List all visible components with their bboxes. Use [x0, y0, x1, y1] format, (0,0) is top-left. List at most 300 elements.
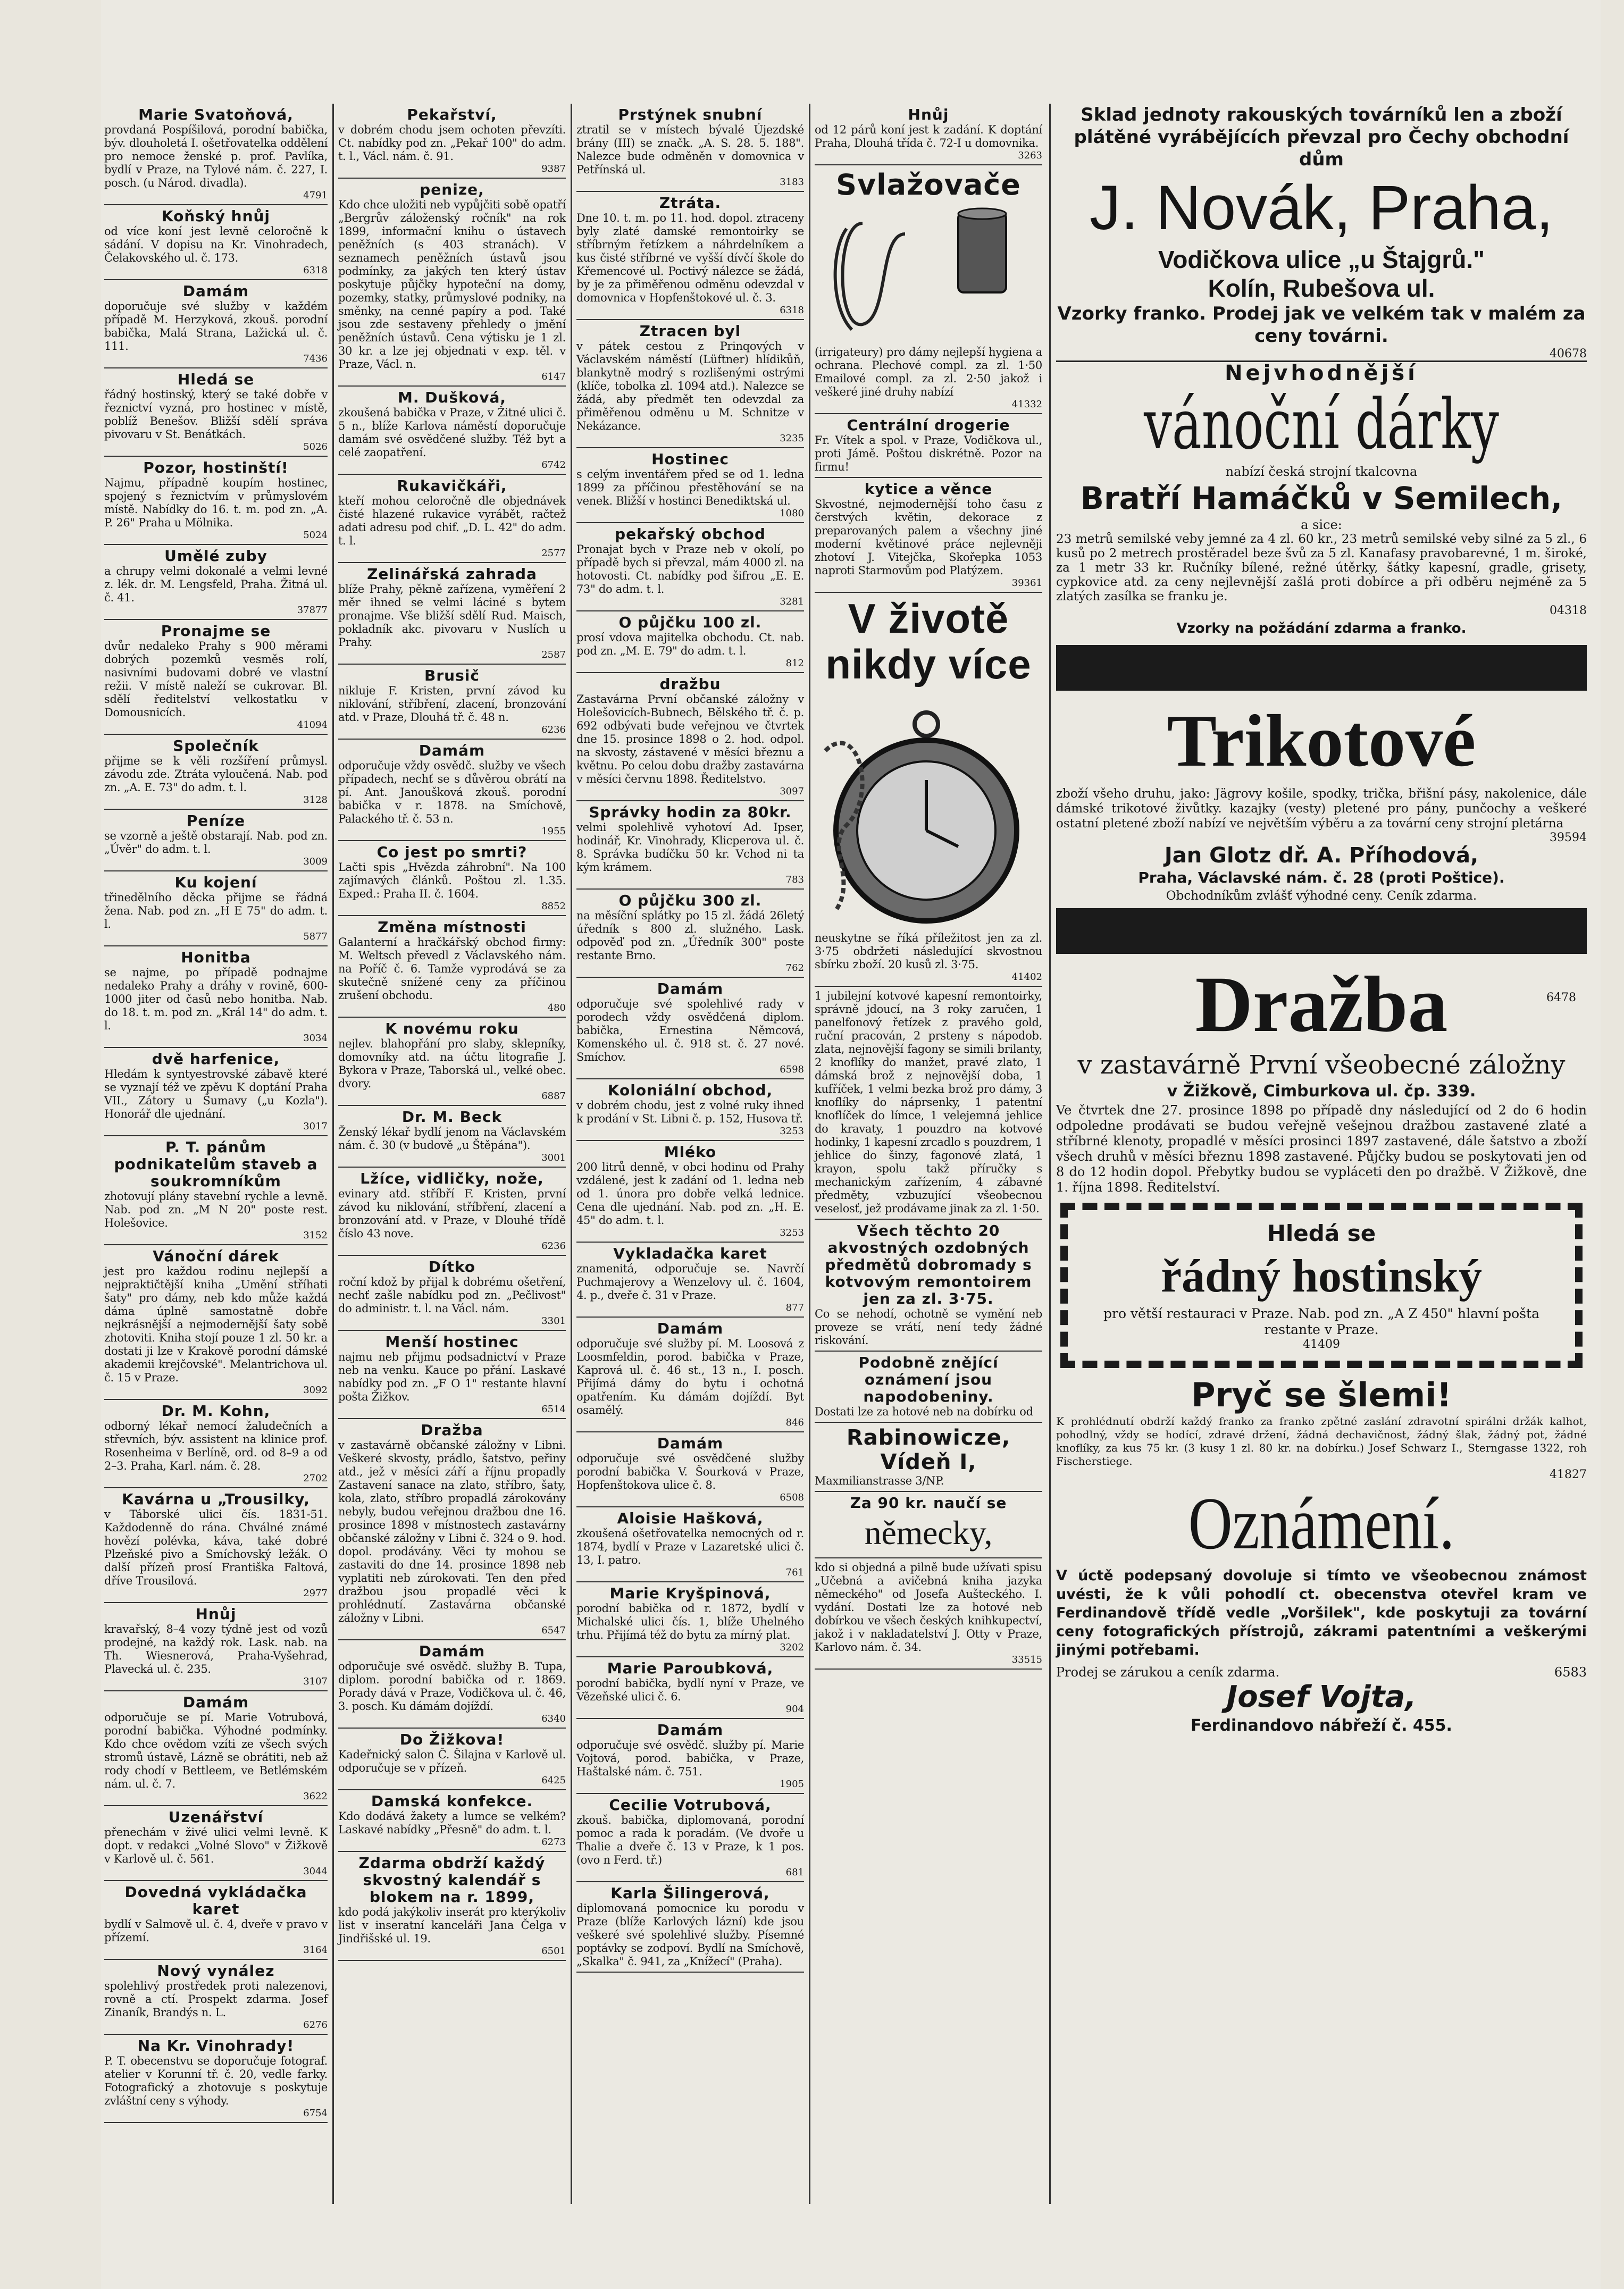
classified-ad: [815, 414, 1042, 478]
classified-ad: [576, 1719, 804, 1794]
ad-body: nikluje F. Kristen, první závod ku niklování, stříbření, zlacení, bronzování atd. v Praze, Dlouhá tř. č. 48 n.: [338, 684, 566, 724]
ad-number: 2702: [303, 1473, 328, 1484]
ad-heading: Koloniální obchod,: [607, 1081, 773, 1099]
classified-ad: [104, 810, 328, 871]
ad-body: zkoušená babička v Praze, v Žitné ulici č. 5 n., blíže Karlova náměstí doporučuje damám své osvědčené služby. Též byt a celé zaopatření.: [338, 406, 566, 459]
ad-body: prosí vdova majitelka obchodu. Ct. nab. pod zn. „M. E. 79" do adm. t. l.: [576, 631, 804, 657]
ad-heading: Koňský hnůj: [161, 207, 271, 225]
ad-heading: Ztráta.: [659, 194, 722, 212]
bratri-hamacku-title: Bratří Hamáčků v Semilech,: [1080, 480, 1563, 516]
ad-number: 3235: [780, 433, 804, 444]
ad-heading: Vánoční dárek: [153, 1247, 279, 1265]
ad-number: 6742: [541, 459, 566, 471]
ad-number: 3152: [303, 1230, 328, 1241]
ad-heading: Honitba: [181, 949, 251, 966]
ad-body: Zastavárna První občanské záložny v Holešovicích-Bubnech, Bělského tř. č. p. 692 odbývati bude veřejnou ve čtvrtek dne 15. prosince 1898 o 2. hod. odpol. na skvosty, zástavené v měsíci březnu a květnu. Po celou dobu dražby zastavárna v měsíci červnu 1898. Ředitelstvo.: [576, 693, 804, 785]
column-rule: [809, 104, 810, 2204]
ad-body: s celým inventářem před se od 1. ledna 1899 za příčinou přestěhování se na venek. Bližší v hostinci Benediktská ul.: [576, 468, 804, 507]
ad-number: 5024: [303, 530, 328, 541]
ad-heading: Změna místnosti: [378, 918, 526, 936]
ad-body: od 12 párů koní jest k zadání. K doptání Praha, Dlouhá třída č. 72-I u domovnika.: [815, 123, 1042, 149]
ad-body: německy,: [864, 1514, 993, 1552]
ad-number: 5026: [303, 441, 328, 452]
classified-ad: [338, 1018, 566, 1106]
ad-body: se vzorně a ještě obstarají. Nab. pod zn. „Úvěr" do adm. t. l.: [104, 829, 328, 856]
classified-ad: [576, 890, 804, 978]
black-banner: [1056, 645, 1587, 691]
ad-heading: Zelinářská zahrada: [367, 565, 537, 583]
ad-number: 3044: [303, 1866, 328, 1877]
ad-body: porodní babička, bydlí nyní v Praze, ve Vězeňské ulici č. 6.: [576, 1677, 804, 1703]
classified-ad: [104, 1603, 328, 1691]
ad-heading: Pronajme se: [161, 622, 271, 640]
ad-body: Co se nehodí, ochotně se vymění neb proveze se vrátí, není tedy žádné riskování.: [815, 1307, 1042, 1347]
ad-heading: O půjčku 100 zl.: [618, 614, 762, 631]
pocket-watch-illustration: [815, 687, 1042, 932]
drazba-body: Ve čtvrtek dne 27. prosince 1898 po případě dny následující od 2 do 6 hodin odpoledne prodávati se budou veřejně vešejnou dražbou zastavené zlaté a stříbrné klenoty, propadlé v měsíci prosinci 1897 zastavené, dále šatstvo a zboží všech druhů v měsíci březnu 1898 zastavené. Půjčky budou se poskytovati jen od 8 do 12 hodin dopol. Přebytky budou se vypláceti den po dražbě. V Žižkově, dne 1. října 1898. Ředitelství.: [1056, 1103, 1587, 1195]
ad-heading: Dražba: [421, 1421, 483, 1439]
column-3: [573, 104, 807, 2204]
ad-body: odporučuje se pí. Marie Votrubová, porodní babička. Výhodné podmínky. Kdo chce ovědom vzíti ze všech svých stromů ústavě, Lázně se obrátiti, neb až rody chodí v Bettleem, ve Betlémském nám. ul. č. 7.: [104, 1711, 328, 1790]
classified-ad: [576, 1582, 804, 1657]
ad-body: (irrigateury) pro dámy nejlepší hygiena a ochrana. Plechové compl. za zl. 1·50 Emailové compl. za zl. 2·50 jakož i veškeré jiné druhy nabízí: [815, 346, 1042, 398]
ad-heading: Karla Šilingerová,: [610, 1884, 770, 1902]
classified-ad: [576, 1318, 804, 1432]
ad-body: Kdo chce uložiti neb vypůjčiti sobě opatří „Bergrův záloženský ročník" na rok 1899, informační knihu o ústavech peněžních (s 403 stranách). V seznamech peněžních ústavů jsou podmínky, za jakých ten který ústav poskytuje půjčky hypoteční na domy, pozemky, statky, průmyslové podniky, na směnky, na cenné papíry a pod. Také jsou zde sestaveny přehledy o jmění peněžních ústavů. Cena výtisku je 1 zl. 30 kr. a lze jej objednati v exp. těl. v Praze, Václ. n.: [338, 198, 566, 371]
ad-body: Ženský lékař bydlí jenom na Václavském nám. č. 30 (v budově „u Štěpána").: [338, 1126, 566, 1152]
ad-number: 3202: [780, 1642, 804, 1653]
classified-ad: [338, 1729, 566, 1790]
ad-heading: kytice a věnce: [864, 480, 993, 498]
ad-heading: Dítko: [428, 1258, 476, 1276]
ad-body: v zastavárně občanské záložny v Libni. Veškeré skvosty, prádlo, šatstvo, peřiny atd., jež v měsíci září a říjnu propadly Zastavení sanace na zlato, stříbro, šaty, kola, zlato, stříbro propadlá zárokovány nebyly, budou veřejnou dražbou dne 16. prosince 1898 v místnostech zastavárny občanské záložny v Libni č. 324 o 9. hod. dopol. prodávány. Věci ty mohou se zastaviti do dne 14. prosince 1898 neb vyplatiti neb zúrokovati. Ten den před dražbou jsou propadlé věci k prohlédnutí. Zastavárna občanské záložny v Libni.: [338, 1439, 566, 1624]
ad-body: odporučuje své osvědč. služby pí. Marie Vojtová, porod. babička, v Praze, Haštalské nám. č. 751.: [576, 1739, 804, 1778]
ad-body: odborný lékař nemocí žaludečních a střevních, býv. assistent na klinice prof. Rosenheima v Berlíně, ord. od 8–9 a od 2–3. Praha, Karl. nám. č. 28.: [104, 1420, 328, 1472]
oznameni-footer: Prodej se zárukou a ceník zdarma.: [1056, 1665, 1280, 1680]
ad-heading: Marie Svatoňová,: [138, 106, 294, 123]
classified-ad: [338, 1790, 566, 1852]
ad-body: v Táborské ulici čís. 1831-51. Každodenně do rána. Chválné známé hovězí polévka, káva, také dobré Plzeňské pivo a Smíchovský ležák. O další přízeň prosí Františka Faltová, dříve Trousilová.: [104, 1508, 328, 1587]
classified-ad: [104, 1245, 328, 1400]
ad-body: P. T. obecenstvu se doporučuje fotograf. atelier v Korunní tř. č. 20, vedle farky. Fotografický a zhotovuje s poskytuje zvláštní ceny s výhody.: [104, 2055, 328, 2107]
classified-ad: [338, 563, 566, 665]
ad-heading: Damám: [418, 742, 485, 759]
ad-body: odporučuje své osvědč. služby B. Tupa, diplom. porodní babička od r. 1869. Porady dává v Praze, Vodičkova ul. č. 46, 3. posch. Ku dámám dojíždí.: [338, 1660, 566, 1713]
classified-ad: [338, 916, 566, 1018]
black-banner: [1056, 908, 1587, 954]
ad-body: Galanterní a hračkářský obchod firmy: M. Weltsch převedl z Václavského nám. na Poříč č. 6. Tamže vyprodává se za skutečně snížené ceny za příčinou zrušení obchodu.: [338, 936, 566, 1002]
ad-number: 6340: [541, 1713, 566, 1724]
ad-body: roční kdož by přijal k dobrému ošetření, nechť zašle nabídku pod zn. „Pečlivost" do administr. t. l. na Václ. nám.: [338, 1276, 566, 1315]
classified-ad: [104, 735, 328, 810]
classified-ad: [576, 1432, 804, 1507]
ad-number: 2577: [541, 548, 566, 559]
ad-body: v dobrém chodu, jest z volné ruky ihned k prodání v St. Libni č. p. 152, Husova tř.: [576, 1099, 804, 1125]
ad-body: odporučuje své spolehlivé rady v porodech vždy osvědčená diplom. babička, Ernestina Němcová, Komenského ul. č. 918 st. č. 27 nové. Smíchov.: [576, 997, 804, 1063]
ad-number: 846: [785, 1417, 804, 1428]
ad-body: Fr. Vítek a spol. v Praze, Vodičkova ul., proti Jámě. Poštou diskrétně. Pozor na firmu!: [815, 434, 1042, 473]
oznameni-body: V úctě podepsaný dovoluje si tímto ve všeobecnou známost uvésti, že k vůli pohodlí ct. obecenstva otevřel kram ve Ferdinandově třídě vedle „Voršilek", kde poskytuji za tovární ceny fotografických přístrojů, zákrami patentními a veškerými jinými potřebami.: [1056, 1567, 1587, 1658]
classified-ad: [576, 978, 804, 1079]
ad-heading: Uzenářství: [168, 1808, 264, 1826]
ad-heading: Hnůj: [195, 1605, 237, 1623]
ad-heading: Všech těchto 20 akvostných ozdobných předmětů dobromady s kotvovým remontoirem jen za zl. 3·75.: [825, 1222, 1032, 1307]
classified-ad: [338, 1640, 566, 1729]
ad-heading: K novému roku: [385, 1020, 519, 1037]
classified-ad: [576, 1882, 804, 1973]
ad-heading: Marie Kryšpinová,: [609, 1584, 771, 1602]
classified-ad: [576, 801, 804, 890]
ad-heading: Ztracen byl: [639, 322, 741, 340]
classified-ad: [815, 1220, 1042, 1352]
ad-body: porodní babička od r. 1872, bydlí v Michalské ulici čís. 1, blíže Uhelného trhu. Přijímá též do bytu za mírný plat.: [576, 1602, 804, 1641]
classified-ad: [104, 368, 328, 457]
ad-heading: Kavárna u „Trousilky,: [122, 1490, 310, 1508]
ad-number: 6276: [303, 2019, 328, 2031]
classified-ad: [104, 280, 328, 368]
drazba-title: Dražba: [1195, 960, 1448, 1049]
ad-number: 3034: [303, 1033, 328, 1044]
classified-ad: [338, 1852, 566, 1961]
classified-ad: [104, 1400, 328, 1488]
ad-body: přijme se k věli rozšíření průmysl. závodu zde. Ztráta vyloučená. Nab. pod zn. „A. E. 73" do adm. t. l.: [104, 754, 328, 794]
ad-number: 1955: [541, 826, 566, 837]
ad-number: 3301: [541, 1315, 566, 1327]
classified-ad: [576, 523, 804, 611]
ad-body: Pronajat bych v Praze neb v okolí, po případě bych si převzal, mám 4000 zl. na hotovosti. Ct. nabídky pod šifrou „E. E. 73" do adm. t. l.: [576, 543, 804, 596]
ad-number: 3017: [303, 1121, 328, 1132]
ad-heading: dvě harfenice,: [152, 1050, 280, 1068]
drazba-subtitle: v zastavárně První všeobecné záložny: [1077, 1050, 1566, 1080]
drazba-address: v Žižkově, Cimburkova ul. čp. 339.: [1167, 1082, 1476, 1101]
ad-heading: Damám: [418, 1642, 485, 1660]
ad-number: 761: [785, 1567, 804, 1578]
ad-number: 7436: [303, 353, 328, 364]
ad-number: 6478: [1546, 991, 1576, 1004]
box-title-1: Hledá se: [1267, 1220, 1376, 1246]
ad-heading: penize,: [420, 181, 484, 198]
ad-body: na měsíční splátky po 15 zl. žádá 26letý úředník s 800 zl. služného. Lask. odpověď pod zn. „Úředník 300" poste restante Brno.: [576, 909, 804, 962]
classified-ad: [815, 1352, 1042, 1423]
classified-ad: [338, 1168, 566, 1256]
classified-ad: [576, 1079, 804, 1141]
classified-ad: [104, 1806, 328, 1881]
ad-body: třinedělního děcka přijme se řádná žena. Nab. pod zn. „H E 75" do adm. t. l.: [104, 891, 328, 930]
ad-number: 3164: [303, 1944, 328, 1956]
box-body: pro větší restauraci v Praze. Nab. pod zn. „A Z 450" hlavní pošta restante v Praze.: [1103, 1306, 1539, 1337]
column-5: [1053, 104, 1590, 2204]
ad-number: 6318: [303, 265, 328, 276]
ad-body: zkouš. babička, diplomovaná, porodní pomoc a rada k poradám. (Ve dvoře u Thalie a dveře č. 13 v Praze, k 1 pos. (ovo n Ferd. tř.): [576, 1814, 804, 1866]
glotz-name: Jan Glotz dř. A. Příhodová,: [1164, 843, 1479, 868]
classified-ad: [104, 620, 328, 735]
ad-heading: Svlažovače: [836, 168, 1021, 202]
ad-number: 3281: [780, 596, 804, 607]
ad-number: 783: [785, 874, 804, 885]
ad-body: přenechám v živé ulici velmi levně. K dopt. v redakci „Volné Slovo" v Žižkově v Karlově ul. č. 561.: [104, 1826, 328, 1865]
ad-body: Dostati lze za hotové neb na dobírku od: [815, 1405, 1033, 1418]
classified-ad: [338, 1256, 566, 1331]
ad-body: odporučuje své služby pí. M. Loosová z Loosmfeldin, porod. babička v Praze, Kaprová ul. č. 46 st., 13 n., I. posch. Přijímá dámy do bytu i ochotná opatřením. Ku dámám dojíždí. Byt osamělý.: [576, 1337, 804, 1416]
trikotove-title: Trikotové: [1167, 700, 1476, 782]
vojta-name: Josef Vojta,: [1226, 1680, 1417, 1714]
irrigator-illustration: [815, 202, 1042, 346]
ad-heading: Za 90 kr. naučí se: [850, 1494, 1007, 1512]
ad-heading: Zdarma obdrží každý skvostný kalendář s blokem na r. 1899,: [358, 1854, 546, 1906]
ad-body: evinary atd. stříbří F. Kristen, první závod ku niklování, stříbření, zlacení a bronzování atd. v Praze, v Dlouhé třídě číslo 43 nove.: [338, 1187, 566, 1240]
ad-heading: Dovedná vykládačka karet: [124, 1883, 307, 1918]
vanocni-darky-title: vánoční dárky: [1144, 384, 1499, 465]
ad-heading: Marie Paroubková,: [607, 1659, 774, 1677]
ad-body: spolehlivý prostředek proti nalezenovi, rovně a ctí. Prospekt zdarma. Josef Zinaník, Brandýs n. L.: [104, 1980, 328, 2019]
ad-body: provdaná Pospíšilová, porodní babička, býv. dlouholetá I. ošetřovatelka oddělení pro nemoce ženské p. prof. Pavlíka, bydlí v Praze, na Tylové nám. č. 227, I. posch. (u Národ. divadla).: [104, 123, 328, 189]
ad-number: 6236: [541, 1240, 566, 1252]
ad-number: 3097: [780, 786, 804, 797]
ad-body: bydlí v Salmově ul. č. 4, dveře v pravo v přízemí.: [104, 1918, 328, 1944]
classified-ad: [815, 1558, 1042, 1670]
ad-number: 6273: [541, 1837, 566, 1848]
ad-number: 812: [785, 658, 804, 669]
ad-heading: Centrální drogerie: [847, 416, 1010, 434]
ad-number: 2977: [303, 1588, 328, 1599]
classified-ad: [338, 1106, 566, 1168]
classified-ad: [104, 1881, 328, 1960]
classified-ad: [338, 1419, 566, 1640]
novak-title: J. Novák, Praha,: [1089, 173, 1554, 243]
ad-body: 200 litrů denně, v obci hodinu od Prahy vzdálené, jest k zadání od 1. ledna neb od 1. února pro dobře velká lednice. Cena dle ujednání. Nab. pod zn. „H. E. 45" do adm. t. l.: [576, 1161, 804, 1227]
classified-ad: [104, 1488, 328, 1603]
ad-heading: Správky hodin za 80kr.: [589, 803, 792, 821]
ad-number: 41402: [1011, 971, 1042, 983]
ad-heading: Hledá se: [177, 371, 255, 388]
ad-number: 6147: [541, 371, 566, 382]
ad-number: 6501: [541, 1946, 566, 1957]
ad-heading: Lžíce, vidličky, nože,: [360, 1170, 544, 1187]
classified-ad: [104, 104, 328, 205]
classified-ad: [338, 179, 566, 387]
ad-body: zhotovují plány stavební rychle a levně. Nab. pod zn. „M N 20" poste rest. Holešovice.: [104, 1190, 328, 1229]
classified-ad: [815, 1492, 1042, 1558]
pry-body: K prohlédnutí obdrží každý franko za franko zpětné zaslání zdravotní spirálni držák kalhot, pohodlný, vždy se hodící, zdravé držení, žádná dechavičnost, žádný šlak, žádný pot, žádné knoflíky, za kus 75 kr. (3 kusy 1 zl. 80 kr. na dobírku.) Josef Schwarz I., Sterngasse 1322, roh Fischerstiege.: [1056, 1415, 1587, 1468]
ad-body: nejlev. blahopřání pro slaby, sklepníky, domovníky atd. na účtu litografie J. Bykora v Praze, Taborská ul., velké obec. dvory.: [338, 1037, 566, 1090]
ad-number: 3183: [780, 177, 804, 188]
ad-number: 6754: [303, 2108, 328, 2119]
ad-number: 6598: [780, 1064, 804, 1075]
ad-heading: Menší hostinec: [385, 1333, 519, 1351]
ad-heading: Damám: [657, 1435, 724, 1452]
ad-body: Skvostné, nejmodernější toho času z čerstvých květin, dekorace z preparovaných palem a všechny jiné moderní květinové práce nejlevněji zhotoví J. Vitejčka, Skořepka 1053 naproti Starmovům pod Platýzem.: [815, 498, 1042, 577]
ad-number: 5877: [303, 931, 328, 942]
glotz-footer: Obchodníkům zvlášť výhodné ceny. Ceník zdarma.: [1166, 889, 1477, 903]
column-1: [101, 104, 331, 2204]
column-2: [335, 104, 569, 2204]
ad-number: 762: [785, 962, 804, 974]
hostinsky-box: [1060, 1203, 1583, 1368]
box-title-2: řádný hostinský: [1160, 1251, 1482, 1302]
classified-ad: [815, 1423, 1042, 1492]
ad-heading: Podobně znějící oznámení jsou napodobeniny.: [858, 1354, 999, 1405]
ad-number: 8852: [541, 901, 566, 912]
classified-ad: [338, 841, 566, 916]
ad-heading: Peníze: [186, 812, 246, 829]
ad-body: kdo si objedná a pilně bude užívati spisu „Učebná a avičebná kniha jazyka německého" od Josefa Aušteckého. I. vydání. Dostati lze za hotové neb dobírkou ve všech českých knihkupectví, jakož i v nakladatelství J. Otty v Praze, Karlovo nám. č. 34.: [815, 1561, 1042, 1654]
ad-number: 681: [785, 1867, 804, 1878]
ad-body: odporučuje své osvědčené služby porodní babička V. Šourková v Praze, Hopfenštokova ulice č. 8.: [576, 1452, 804, 1491]
ad-heading: Damám: [657, 1721, 724, 1739]
ad-body: Dne 10. t. m. po 11. hod. dopol. ztraceny byly zlaté damské remontoirky se stříbrným řetízkem a náhrdelníkem a kus čisté stříbrné ve vyšší dívčí škole do Křemencové ul. Poctivý nálezce se žádá, by je za přiměřenou odměnu odevzdal v domovnica v Hopfenštokové ul. č. 3.: [576, 212, 804, 304]
classified-ad: [104, 1048, 328, 1136]
ad-number: 37877: [297, 605, 328, 616]
ad-number: 6514: [541, 1404, 566, 1415]
ad-body: neuskytne se říká příležitost jen za zl. 3·75 obdržeti následující skvostnou sbírku zboží. 20 kusů zl. 3·75.: [815, 932, 1042, 971]
newspaper-page: [101, 0, 1601, 2289]
ad-number: 877: [785, 1302, 804, 1313]
ad-number: 480: [547, 1002, 566, 1013]
classified-ad: [338, 740, 566, 841]
ad-body: znamenitá, odporučuje se. Navrčí Puchmajerovy a Wenzelovy ul. č. 1604, 4. p., dveře č. 31 v Praze.: [576, 1262, 804, 1302]
ad-number: 9387: [541, 163, 566, 174]
ad-body: od více koní jest levně celoročně k sádání. V dopisu na Kr. Vinohradech, Čelakovského ul. č. 173.: [104, 225, 328, 264]
classified-ad: [576, 320, 804, 448]
classified-ad: [104, 1136, 328, 1245]
oznameni-title: Oznámení.: [1188, 1482, 1455, 1565]
ad-number: 3009: [303, 856, 328, 867]
classified-ad: [338, 665, 566, 740]
ad-body: kravařský, 8–4 vozy týdně jest od vozů prodejné, na každý rok. Lask. nab. na Th. Wiesnerová, Praha-Vyšehrad, Plavecká ul. č. 235.: [104, 1623, 328, 1675]
classified-ad: [104, 457, 328, 545]
column-rule: [571, 104, 572, 2204]
classified-ad: [338, 1331, 566, 1419]
ad-body: odporučuje vždy osvědč. služby ve všech případech, nechť se s důvěrou obrátí na pí. Ant. Janoušková zkouš. porodní babička v r. 1878. na Smíchově, Palackého tř. č. 53 n.: [338, 759, 566, 825]
ad-heading: Brusič: [424, 667, 480, 684]
ad-heading: Rukavičkáři,: [397, 477, 507, 494]
classified-ad: [338, 387, 566, 475]
classified-ad: [338, 104, 566, 179]
ad-heading: Vykladačka karet: [613, 1245, 767, 1262]
ad-number: 3128: [303, 794, 328, 806]
classified-ad: [576, 192, 804, 320]
ad-body: jest pro každou rodinu nejlepší a nejpraktičtější kniha „Umění stříhati šaty" pro dámy, neb kdo může každá dáma úplně samostatně dobře nejkrásnější a nejmodernější šaty sobě zhotoviti. Kniha stojí pouze 1 zl. 50 kr. a dostati ji lze v Krakově porodní dámské akademii krejčovské". Melantrichova ul. č. 15 v Praze.: [104, 1265, 328, 1384]
ad-heading: pekařský obchod: [615, 525, 766, 543]
ad-heading: Pozor, hostinští!: [143, 459, 289, 476]
ad-number: 3253: [780, 1126, 804, 1137]
ad-number: 6425: [541, 1775, 566, 1786]
ad-body: velmi spolehlivě vyhotoví Ad. Ipser, hodinář, Kr. Vinohrady, Klicperova ul. č. 8. Správka budíčku 50 kr. Vchod ni ta kým krámem.: [576, 821, 804, 874]
ad-heading: Společník: [173, 737, 259, 754]
ad-number: 6236: [541, 724, 566, 735]
ad-body: Lačti spis „Hvězda záhrobní". Na 100 zajímavých článků. Poštou zl. 1.35. Exped.: Praha II. č. 1604.: [338, 861, 566, 900]
ad-number: 904: [785, 1704, 804, 1715]
classified-ad: [104, 871, 328, 946]
glotz-address: Praha, Václavské nám. č. 28 (proti Poštice).: [1138, 869, 1505, 886]
ad-number: 40678: [1550, 347, 1587, 360]
ad-heading: Mléko: [664, 1143, 717, 1161]
ad-heading: Dr. M. Kohn,: [161, 1402, 271, 1420]
classified-ad: [815, 987, 1042, 1220]
ad-heading: Rabinowicze, Vídeň I,: [846, 1426, 1011, 1474]
classified-ad: [104, 545, 328, 620]
ad-number: 3001: [541, 1152, 566, 1163]
ad-number: 4791: [303, 190, 328, 201]
ad-number: 6318: [780, 305, 804, 316]
ad-heading: Co jest po smrti?: [376, 843, 528, 861]
ad-number: 6508: [780, 1492, 804, 1503]
novak-offer: Vzorky franko. Prodej jak ve velkém tak v malém za ceny továrni.: [1057, 303, 1586, 347]
ad-body: blíže Prahy, pěkně zařízena, vyměření 2 měr ihned se velmi láciné s bytem pronajme. Vše bližší sdělí Rud. Maisch, pokladník akc. pivovaru v Nuslích u Prahy.: [338, 583, 566, 649]
classified-ad: [576, 104, 804, 192]
ad-body: dvůr nedaleko Prahy s 900 měrami dobrých pozemků vesměs rolí, nasivními budovami dobré ve vlastní režii. V místě naleží se cukrovar. Bl. sdělí ředitelství velkostatku v Domousnicích.: [104, 640, 328, 719]
column-rule: [332, 104, 334, 2204]
ad-body: v dobrém chodu jsem ochoten převzíti. Ct. nabídky pod zn. „Pekař 100" do adm. t. l., Václ. nám. č. 91.: [338, 123, 566, 163]
ad-number: 33515: [1011, 1654, 1042, 1665]
classified-ad: [815, 104, 1042, 165]
ad-body: diplomovaná pomocnice ku porodu v Praze (blíže Karlových lázní) kde jsou veškeré své spolehlivé služby. Písemné poptávky se zodpoví. Bydlí na Smíchově, „Skalka" č. 941, za „Knížecí" (Praha).: [576, 1902, 804, 1968]
trik-body: zboží všeho druhu, jako: Jägrovy košile, spodky, trička, břišní pásy, nakolenice, dále dámské trikotové živůtky. kazajky (vesty) pletené pro pány, punčochy a veškeré ostatní pletené zboží nabízí ve největším výběru a za tovární ceny strojní pletárna: [1056, 787, 1587, 831]
ad-body: najmu neb přijmu podsadnictví v Praze neb na venku. Kauce po přání. Laskavé nabídky pod zn. „F O 1" restante hlavní pošta Žižkov.: [338, 1351, 566, 1403]
ad-number: 41409: [1303, 1338, 1340, 1351]
ad-body: řádný hostinský, který se také dobře v řeznictví vyzná, pro hostinec v místě, poblíž Benešov. Bližší sdělí správa pivovaru v St. Benátkách.: [104, 388, 328, 441]
ad-number: 41332: [1011, 399, 1042, 410]
ad-heading: Ku kojení: [174, 874, 257, 891]
vd-subtitle: nabízí česká strojní tkalcovna: [1225, 464, 1418, 479]
ad-number: 39361: [1011, 577, 1042, 589]
ad-number: 04318: [1550, 604, 1587, 617]
ad-heading: Damám: [657, 1320, 724, 1337]
ad-heading: O půjčku 300 zl.: [618, 892, 762, 909]
ad-body: zkoušená ošetřovatelka nemocných od r. 1874, bydlí v Praze v Lazaretské ulici č. 13, I. patro.: [576, 1527, 804, 1566]
ad-body: kteří mohou celoročně dle objednávek čisté hlazené rukavice vyrábět, račtež adati adresu pod chif. „D. L. 42" do adm. t. l.: [338, 494, 566, 547]
bratri-footer: Vzorky na požádání zdarma a franko.: [1176, 621, 1467, 636]
ad-number: 39594: [1550, 831, 1587, 844]
classified-ad: [815, 478, 1042, 593]
ad-number: 1905: [780, 1779, 804, 1790]
ad-number: 1080: [780, 508, 804, 519]
nejvhodnejsi-banner: Nejvhodnější: [1056, 360, 1587, 384]
ad-number: 3107: [303, 1676, 328, 1687]
ad-body: se najme, po případě podnajme nedaleko Prahy a dráhy v rovině, 600-1000 jiter od časů nebo honitba. Nab. do 18. t. m. pod zn. „Král 14" do adm. t. l.: [104, 966, 328, 1032]
classified-ad: [815, 593, 1042, 987]
ad-heading: Nový vynález: [157, 1962, 275, 1980]
bratri-sub: a sice:: [1301, 517, 1342, 532]
ad-body: a chrupy velmi dokonalé a velmi levné z. lék. dr. M. Lengsfeld, Praha. Žitná ul. č. 41.: [104, 565, 328, 604]
ad-heading: P. T. pánům podnikatelům staveb a soukromníkům: [114, 1138, 318, 1190]
classified-ad: [576, 1507, 804, 1582]
pryc-se-slemi-title: Pryč se šlemi!: [1191, 1376, 1452, 1414]
ad-heading: Cecilie Votrubová,: [609, 1796, 772, 1814]
classified-ad: [576, 611, 804, 673]
ad-number: 6547: [541, 1625, 566, 1636]
ad-number: 3263: [1018, 150, 1042, 161]
ad-body: doporučuje své služby v každém případě M. Herzyková, zkouš. porodní babička, Malá Strana, Lažická ul. č. 111.: [104, 300, 328, 353]
vojta-address: Ferdinandovo nábřeží č. 455.: [1191, 1716, 1452, 1735]
ad-body: Najmu, případně koupím hostinec, spojený s řeznictvím v průmyslovém místě. Nabídky do 16. t. m. pod zn. „A. P. 26" Praha u Mölnika.: [104, 476, 328, 529]
ad-heading: Damám: [182, 1693, 249, 1711]
classified-ad: [576, 1794, 804, 1882]
ad-heading: Damám: [182, 282, 249, 300]
classified-ad: [576, 1243, 804, 1318]
ad-body: v pátek cestou z Prinqových v Václavském náměstí (Lüftner) hlídikůň, blankytně modrý s rozlišenými ostrými (klíče, tobolka zl. 1094 atd.). Nalezce se žádá, aby předmět ten odevzdal za přiměřenou odměnu u M. Schnitze v Nekázance.: [576, 340, 804, 432]
classified-ad: [104, 1691, 328, 1806]
ad-heading: Damská konfekce.: [371, 1792, 533, 1810]
ad-number: 3622: [303, 1791, 328, 1802]
classified-ad: [576, 1657, 804, 1719]
ad-body: Hledám k syntyestrovské zábavě které se vyznají též ve zpěvu K doptání Praha VII., Zátory u Šumavy („u Kozla"). Honorář dle ujednání.: [104, 1068, 328, 1120]
ad-heading: M. Dušková,: [398, 389, 506, 406]
ad-number: 3092: [303, 1385, 328, 1396]
ad-heading: V životě nikdy více: [825, 595, 1032, 687]
column-rule: [1049, 104, 1051, 2204]
ad-heading: Aloisie Hašková,: [617, 1510, 764, 1527]
